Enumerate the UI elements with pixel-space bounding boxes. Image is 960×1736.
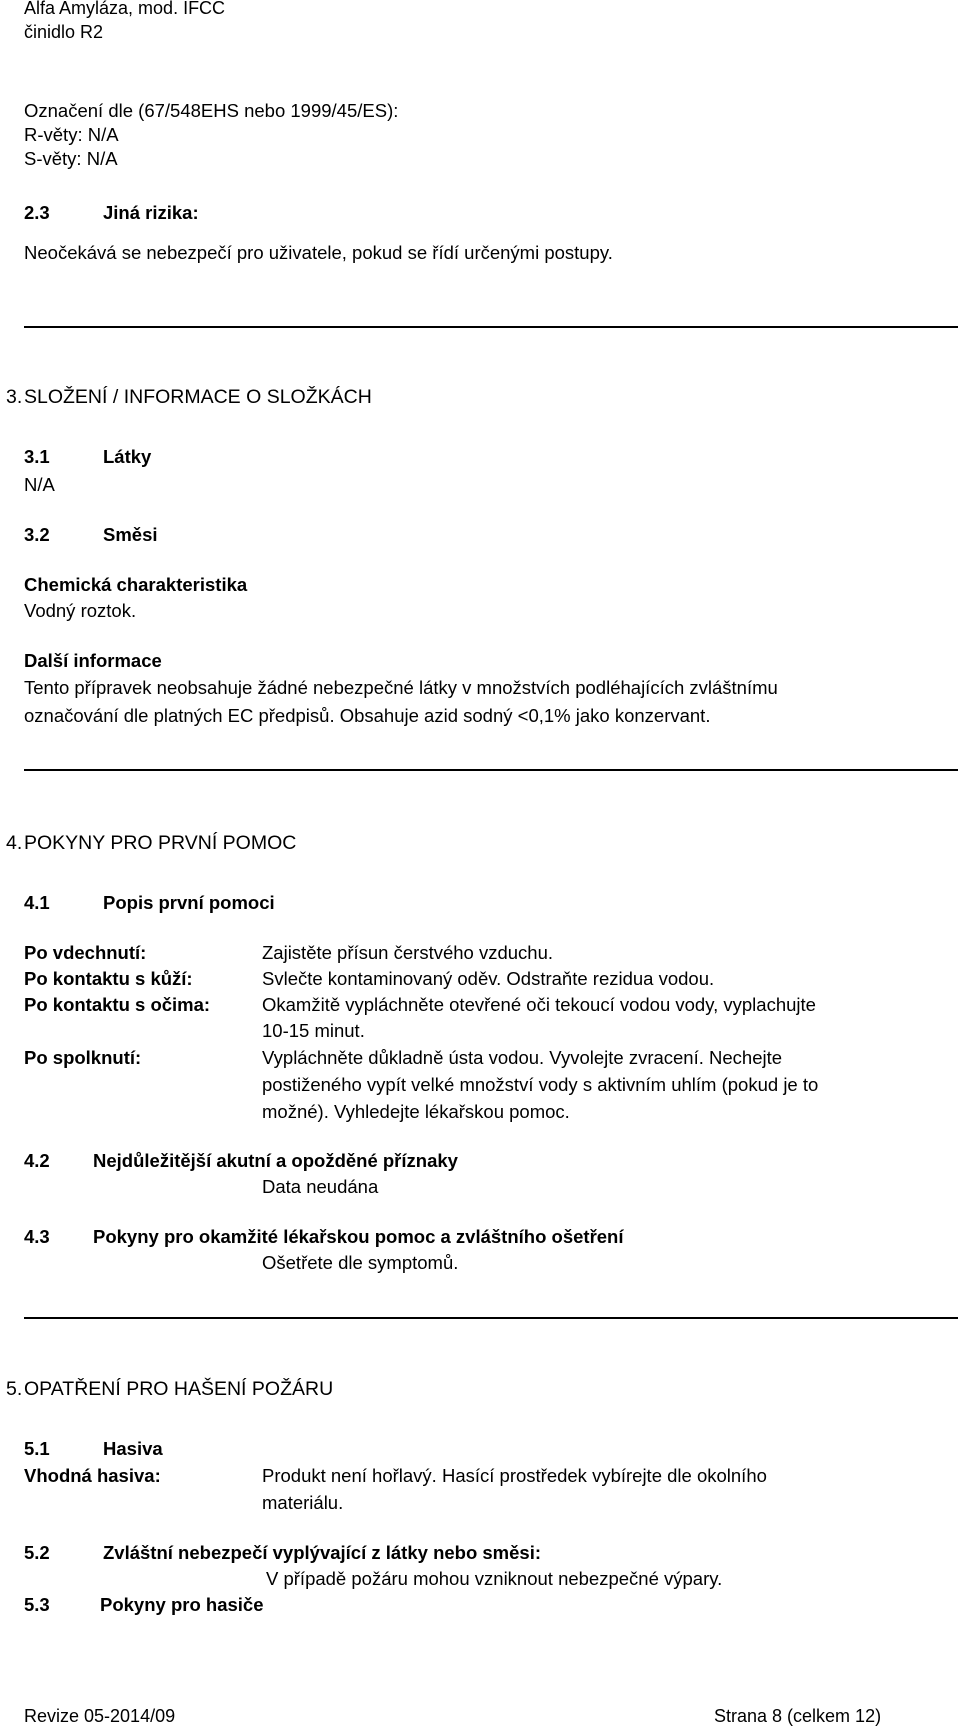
section-3-number: 3. [6, 386, 23, 408]
ingestion-text-1: Vypláchněte důkladně ústa vodou. Vyvolejte zvracení. Nechejte [262, 1047, 783, 1068]
section-4-number: 4. [6, 832, 23, 854]
ingestion-text-2: postiženého vypít velké množství vody s aktivním uhlím (pokud je to [262, 1074, 819, 1095]
section-4-title: POKYNY PRO PRVNÍ POMOC [24, 832, 297, 854]
chemical-characteristic-value: Vodný roztok. [24, 600, 137, 621]
section-5-2-number: 5.2 [24, 1542, 50, 1563]
section-5-title: OPATŘENÍ PRO HAŠENÍ POŽÁRU [24, 1378, 334, 1400]
section-3-2-number: 3.2 [24, 524, 50, 545]
section-5-3-title: Pokyny pro hasiče [100, 1594, 264, 1615]
section-5-2-title: Zvláštní nebezpečí vyplývající z látky nebo směsi: [103, 1542, 542, 1563]
section-3-2-title: Směsi [103, 524, 158, 545]
additional-info-title: Další informace [24, 650, 162, 671]
extinguishing-media-label: Vhodná hasiva: [24, 1465, 161, 1486]
additional-info-line-1: Tento přípravek neobsahuje žádné nebezpečné látky v množstvích podléhajících zvláštnímu [24, 677, 778, 698]
section-4-2-title: Nejdůležitější akutní a opožděné příznaky [93, 1150, 458, 1171]
section-4-1-title: Popis první pomoci [103, 892, 275, 913]
section-4-3-value: Ošetřete dle symptomů. [262, 1252, 459, 1273]
additional-info-line-2: označování dle platných EC předpisů. Obsahuje azid sodný <0,1% jako konzervant. [24, 705, 711, 726]
section-4-3-number: 4.3 [24, 1226, 50, 1247]
section-3-title: SLOŽENÍ / INFORMACE O SLOŽKÁCH [24, 386, 372, 408]
section-divider [24, 326, 958, 328]
chemical-characteristic-title: Chemická charakteristika [24, 574, 248, 595]
footer-revision: Revize 05-2014/09 [24, 1706, 176, 1726]
section-4-2-number: 4.2 [24, 1150, 50, 1171]
eye-contact-label: Po kontaktu s očima: [24, 994, 211, 1015]
eye-contact-text-2: 10-15 minut. [262, 1020, 365, 1041]
section-2-3-text: Neočekává se nebezpečí pro uživatele, pokud se řídí určenými postupy. [24, 242, 613, 263]
eye-contact-text-1: Okamžitě vypláchněte otevřené oči tekoucí vodou vody, vyplachujte [262, 994, 816, 1015]
section-divider [24, 1317, 958, 1319]
ingestion-text-3: možné). Vyhledejte lékařskou pomoc. [262, 1101, 570, 1122]
extinguishing-media-text-2: materiálu. [262, 1492, 344, 1513]
section-divider [24, 769, 958, 771]
section-5-2-value: V případě požáru mohou vzniknout nebezpečné výpary. [266, 1568, 723, 1589]
r-phrases: R-věty: N/A [24, 124, 119, 145]
section-2-3-title: Jiná rizika: [103, 202, 199, 223]
section-2-3-number: 2.3 [24, 202, 50, 223]
section-5-3-number: 5.3 [24, 1594, 50, 1615]
section-3-1-title: Látky [103, 446, 152, 467]
inhalation-label: Po vdechnutí: [24, 942, 147, 963]
extinguishing-media-text-1: Produkt není hořlavý. Hasící prostředek vybírejte dle okolního [262, 1465, 767, 1486]
section-4-3-title: Pokyny pro okamžité lékařskou pomoc a zvláštního ošetření [93, 1226, 624, 1247]
section-3-1-number: 3.1 [24, 446, 50, 467]
labeling-title: Označení dle (67/548EHS nebo 1999/45/ES): [24, 100, 399, 121]
footer-page-number: Strana 8 (celkem 12) [714, 1706, 882, 1726]
section-5-1-title: Hasiva [103, 1438, 163, 1459]
section-4-2-value: Data neudána [262, 1176, 379, 1197]
ingestion-label: Po spolknutí: [24, 1047, 142, 1068]
skin-contact-label: Po kontaktu s kůží: [24, 968, 193, 989]
section-3-1-value: N/A [24, 474, 55, 495]
document-reagent-name: činidlo R2 [24, 22, 104, 42]
section-4-1-number: 4.1 [24, 892, 50, 913]
section-5-number: 5. [6, 1378, 23, 1400]
inhalation-text: Zajistěte přísun čerstvého vzduchu. [262, 942, 554, 963]
skin-contact-text: Svlečte kontaminovaný oděv. Odstraňte rezidua vodou. [262, 968, 715, 989]
document-product-name: Alfa Amyláza, mod. IFCC [24, 0, 226, 18]
section-5-1-number: 5.1 [24, 1438, 50, 1459]
s-phrases: S-věty: N/A [24, 148, 118, 169]
